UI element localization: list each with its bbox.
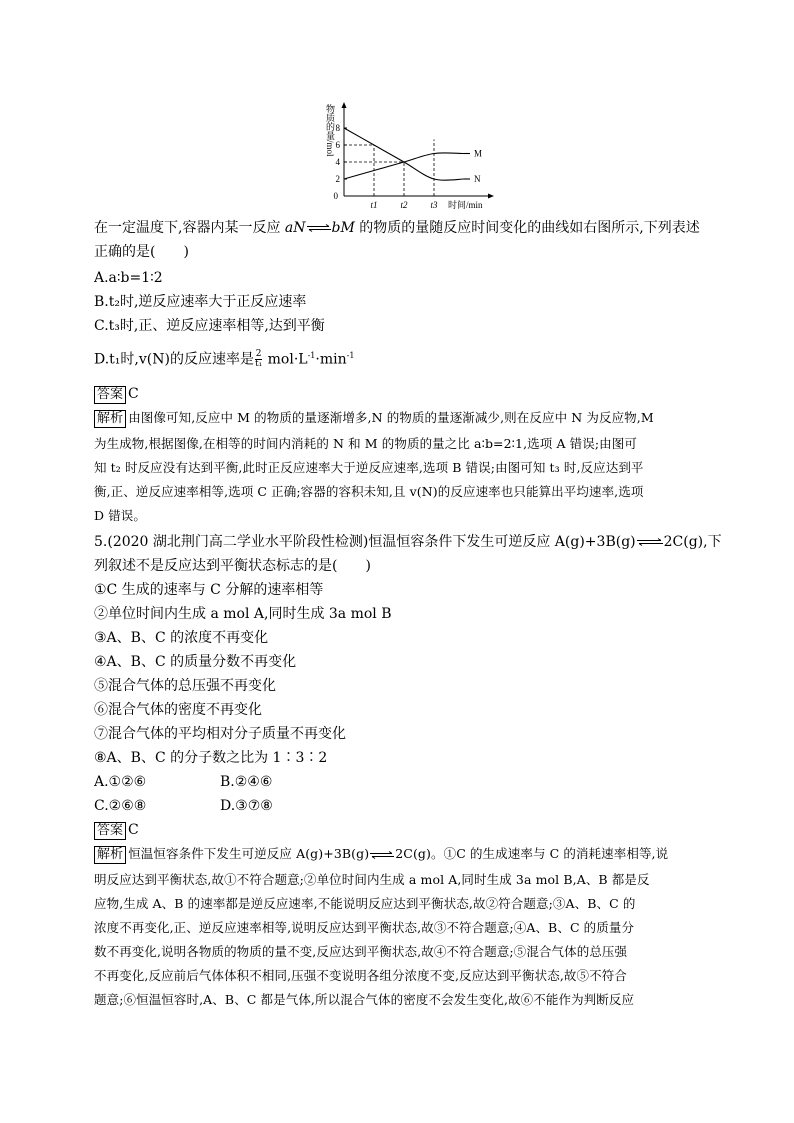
- fraction: [255, 350, 262, 369]
- q5-item: ④A、B、C 的质量分数不再变化: [94, 654, 297, 670]
- q5-analysis-line: 数不再变化,说明各物质的物质的量不变,反应达到平衡状态,故④不符合题意;⑤混合气体的总压强: [94, 944, 628, 959]
- q5-answer: [94, 820, 139, 840]
- answer-label: 答案: [94, 386, 126, 404]
- q5-stem-text: 5.(2020 湖北荆门高二学业水平阶段性检测)恒温恒容条件下发生可逆反应 A(g)+3B(g): [94, 534, 636, 550]
- q5-item: ⑥混合气体的密度不再变化: [94, 702, 262, 718]
- q5-option-a: A.①②⑥: [94, 774, 147, 790]
- q4-stem-line2: 正确的是( ): [94, 244, 189, 260]
- q5-item: ⑤混合气体的总压强不再变化: [94, 678, 276, 694]
- q4-reactant: aN: [284, 220, 306, 236]
- q5-analysis-line: [94, 844, 668, 864]
- analysis-text: 由图像可知,反应中 M 的物质的量逐渐增多,N 的物质的量逐渐减少,则在反应中 N 为反应物,M: [128, 410, 654, 425]
- q5-option-d: D.③⑦⑧: [220, 798, 273, 814]
- fraction-numerator: 2: [255, 349, 262, 360]
- q4-answer: [94, 384, 139, 404]
- fraction-denominator: t₁: [254, 359, 263, 370]
- analysis-text: 恒温恒容条件下发生可逆反应 A(g)+3B(g): [128, 846, 370, 861]
- equilibrium-arrow-icon: [307, 224, 331, 232]
- q5-option-b: B.②④⑥: [220, 774, 273, 790]
- q5-stem-line1: [94, 532, 722, 552]
- x-axis-arrow-icon: [488, 194, 494, 199]
- q5-item: ⑧A、B、C 的分子数之比为 1∶3∶2: [94, 750, 328, 766]
- q5-item: ②单位时间内生成 a mol A,同时生成 3a mol B: [94, 606, 392, 622]
- unit-text-2: ·min: [315, 351, 347, 368]
- analysis-label: 解析: [94, 410, 126, 428]
- q5-options-row2: [94, 796, 273, 816]
- q5-options-row1: [94, 772, 273, 792]
- exponent-2: -1: [346, 351, 355, 360]
- q4-product: bM: [331, 220, 355, 236]
- q5-item: ③A、B、C 的浓度不再变化: [94, 630, 269, 646]
- q5-item: ①C 生成的速率与 C 分解的速率相等: [94, 582, 324, 598]
- q4-stem-line1: [94, 218, 700, 238]
- answer-label: 答案: [94, 822, 126, 840]
- q4-analysis-line: 知 t₂ 时反应没有达到平衡,此时正反应速率大于逆反应速率,选项 B 错误;由图可知 t₃ 时,反应达到平: [94, 460, 644, 475]
- equilibrium-arrow-icon: [637, 538, 663, 546]
- analysis-label: 解析: [94, 846, 126, 864]
- q5-item: ⑦混合气体的平均相对分子质量不再变化: [94, 726, 346, 742]
- y-tick-label: 4: [335, 157, 340, 167]
- y-tick-label: 8: [335, 123, 340, 133]
- q4-option-d: [94, 346, 354, 370]
- origin-label: 0: [333, 191, 338, 201]
- equilibrium-arrow-icon: [370, 851, 394, 859]
- q4-analysis-line: 衡,正、逆反应速率相等,选项 C 正确;容器的容积未知,且 v(N)的反应速率也只能算出平均速率,选项: [94, 484, 644, 499]
- q4-option-a: A.a∶b=1∶2: [94, 270, 163, 286]
- answer-value: C: [128, 386, 139, 402]
- q5-stem-line2: 列叙述不是反应达到平衡状态标志的是( ): [94, 558, 371, 574]
- q5-analysis-line: 应物,生成 A、B 的速率都是逆反应速率,不能说明反应达到平衡状态,故②符合题意;③A、B、C 的: [94, 896, 636, 911]
- q5-analysis-line: 明反应达到平衡状态,故①不符合题意;②单位时间内生成 a mol A,同时生成 3a mol B,A、B 都是反: [94, 872, 650, 887]
- x-tick-label: t3: [430, 200, 438, 210]
- q4-analysis-line: 为生成物,根据图像,在相等的时间内消耗的 N 和 M 的物质的量之比 a∶b=2∶1,选项 A 错误;由图可: [94, 436, 637, 451]
- y-axis-arrow-icon: [342, 102, 347, 108]
- q4-analysis-line: [94, 408, 654, 428]
- analysis-text-2: 2C(g)。①C 的生成速率与 C 的消耗速率相等,说: [395, 846, 669, 861]
- x-tick-label: t2: [400, 200, 408, 210]
- q4-stem-text: 在一定温度下,容器内某一反应: [94, 220, 285, 236]
- q4-option-d-text: D.t₁时,v(N)的反应速率是: [94, 351, 254, 368]
- q5-analysis-line: 题意;⑥恒温恒容时,A、B、C 都是气体,所以混合气体的密度不会发生变化,故⑥不能作为判断反应: [94, 992, 635, 1007]
- mole-time-chart: [318, 100, 498, 210]
- x-tick-label: t1: [370, 200, 378, 210]
- exponent: -1: [307, 351, 316, 360]
- series-label: N: [474, 174, 481, 184]
- q4-option-b: B.t₂时,逆反应速率大于正反应速率: [94, 294, 307, 310]
- unit-text: mol·L: [263, 351, 308, 368]
- y-tick-label: 6: [335, 140, 340, 150]
- q4-option-c: C.t₃时,正、逆反应速率相等,达到平衡: [94, 318, 325, 334]
- answer-value: C: [128, 822, 139, 838]
- y-tick-label: 2: [335, 174, 340, 184]
- series-label: M: [474, 148, 483, 159]
- q4-stem-text-2: 的物质的量随反应时间变化的曲线如右图所示,下列表述: [354, 220, 700, 236]
- q5-stem-text-2: 2C(g),下: [663, 534, 722, 550]
- series-line-N: [344, 128, 464, 180]
- q5-analysis-line: 浓度不再变化,正、逆反应速率相等,说明反应达到平衡状态,故③不符合题意;④A、B、C 的质量分: [94, 920, 635, 935]
- x-axis-label: 时间/min: [448, 200, 483, 210]
- y-axis-label: 物质的量/mol: [325, 104, 335, 157]
- q5-option-c: C.②⑥⑧: [94, 798, 147, 814]
- q5-analysis-line: 不再变化,反应前后气体体积不相同,压强不变说明各组分浓度不变,反应达到平衡状态,故⑤不符合: [94, 968, 627, 983]
- q4-analysis-line: D 错误。: [94, 508, 146, 523]
